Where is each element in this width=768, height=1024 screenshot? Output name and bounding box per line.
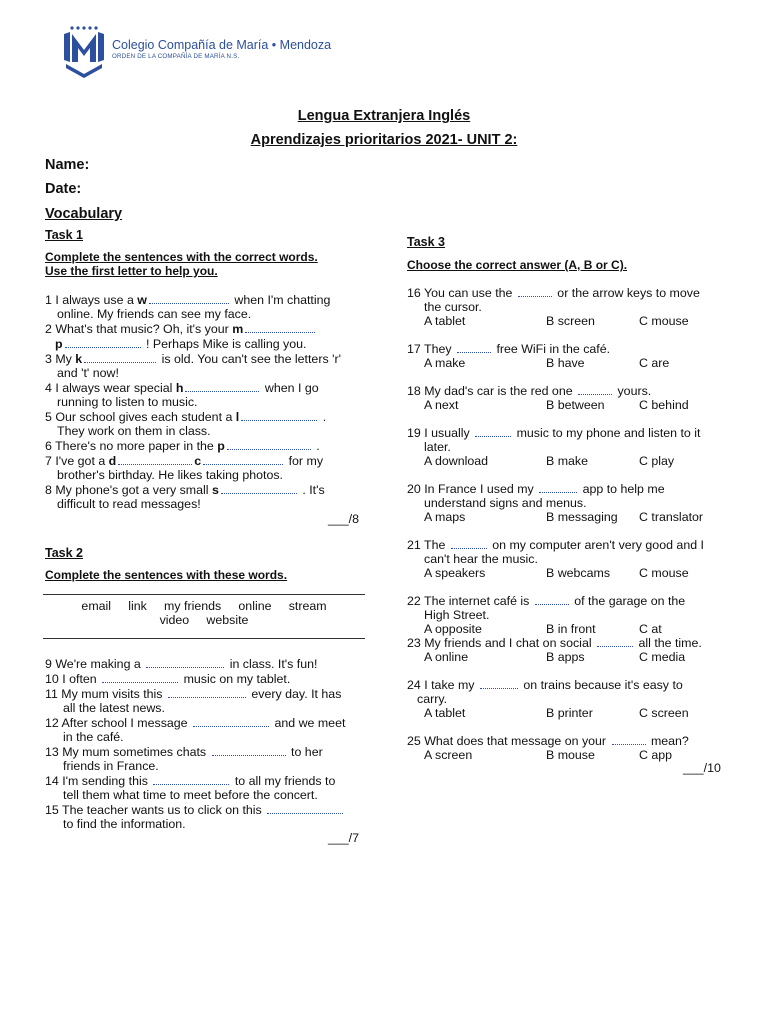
option-b[interactable]: B screen <box>546 314 595 328</box>
option-a[interactable]: A download <box>424 454 489 468</box>
answer-blank[interactable] <box>203 453 283 465</box>
answer-blank[interactable] <box>241 409 317 421</box>
task3-heading: Task 3 <box>407 235 445 249</box>
option-b[interactable]: B webcams <box>546 566 611 580</box>
school-order: ORDEN DE LA COMPAÑÍA DE MARÍA N.S. <box>112 53 240 60</box>
answer-blank[interactable] <box>518 285 552 297</box>
answer-blank[interactable] <box>153 773 229 785</box>
task2-line: 10 I often music on my tablet. <box>45 672 291 686</box>
task1-line: and 't' now! <box>57 366 119 380</box>
option-b[interactable]: B printer <box>546 706 593 720</box>
option-a[interactable]: A maps <box>424 510 466 524</box>
question-text: 19 I usually music to my phone and listen to it <box>407 426 701 440</box>
answer-options <box>407 566 737 580</box>
answer-blank[interactable] <box>267 802 343 814</box>
option-a[interactable]: A tablet <box>424 314 466 328</box>
task1-heading: Task 1 <box>45 228 83 242</box>
question-text: 22 The internet café is of the garage on the <box>407 594 686 608</box>
answer-blank[interactable] <box>193 715 269 727</box>
option-c[interactable]: C play <box>639 454 675 468</box>
task2-line: to find the information. <box>63 817 186 831</box>
option-a[interactable]: A screen <box>424 748 473 762</box>
task2-line: tell them what time to meet before the concert. <box>63 788 318 802</box>
answer-options <box>407 398 737 412</box>
task1-instruction-a: Complete <box>45 250 100 264</box>
word-bank <box>43 594 365 639</box>
task2-line: friends in France. <box>63 759 159 773</box>
task1-line: 3 My k is old. You can't see the letters 'r' <box>45 352 341 366</box>
option-c[interactable]: C mouse <box>639 314 689 328</box>
question-text-cont: carry. <box>417 692 448 706</box>
answer-blank[interactable] <box>185 380 259 392</box>
question-text: 23 My friends and I chat on social all the time. <box>407 636 702 650</box>
name-label: Name: <box>45 157 90 173</box>
option-a[interactable]: A opposite <box>424 622 482 636</box>
question-16 <box>407 285 737 328</box>
answer-blank[interactable] <box>535 593 569 605</box>
question-21 <box>407 537 737 580</box>
answer-blank[interactable] <box>457 341 491 353</box>
task2-score: ___/7 <box>328 831 360 845</box>
option-b[interactable]: B between <box>546 398 605 412</box>
task2-line: in the café. <box>63 730 124 744</box>
task1-line: 5 Our school gives each student a l . <box>45 410 327 424</box>
option-c[interactable]: C translator <box>639 510 704 524</box>
document-title: Lengua Extranjera Inglés <box>297 108 471 124</box>
option-b[interactable]: B mouse <box>546 748 595 762</box>
task2-instruction: Complete the sentences with these words. <box>45 568 288 582</box>
question-24 <box>407 677 737 720</box>
answer-options <box>407 748 737 762</box>
option-b[interactable]: B have <box>546 356 585 370</box>
answer-options <box>407 510 737 524</box>
answer-blank[interactable] <box>597 635 633 647</box>
answer-blank[interactable] <box>578 383 612 395</box>
word-bank-row2: video website <box>159 613 249 627</box>
task1-line: 7 I've got a d c for my <box>45 454 324 468</box>
question-text-cont: the cursor. <box>424 300 482 314</box>
task1-sentences <box>45 292 341 511</box>
question-20 <box>407 481 737 524</box>
option-a[interactable]: A online <box>424 650 469 664</box>
answer-options <box>407 650 737 664</box>
answer-blank[interactable] <box>118 453 192 465</box>
question-17 <box>407 341 737 370</box>
option-c[interactable]: C screen <box>639 706 689 720</box>
word-bank-row1: email link my friends online stream <box>81 599 327 613</box>
question-18 <box>407 383 737 412</box>
question-23 <box>407 635 737 664</box>
question-text-cont: understand signs and menus. <box>424 496 587 510</box>
answer-blank[interactable] <box>84 351 156 363</box>
question-text: 16 You can use the or the arrow keys to move <box>407 286 700 300</box>
answer-blank[interactable] <box>480 677 518 689</box>
answer-blank[interactable] <box>212 744 286 756</box>
option-b[interactable]: B messaging <box>546 510 618 524</box>
option-b[interactable]: B in front <box>546 622 596 636</box>
question-text: 24 I take my on trains because it's easy to <box>407 678 683 692</box>
answer-options <box>407 356 737 370</box>
task1-line: brother's birthday. He likes taking photos. <box>57 468 283 482</box>
document-subtitle: Aprendizajes prioritarios 2021- UNIT 2: <box>250 132 518 148</box>
task1-score: ___/8 <box>328 512 360 526</box>
answer-options <box>407 706 737 720</box>
option-c[interactable]: C app <box>639 748 673 762</box>
question-25 <box>407 733 737 762</box>
answer-blank[interactable] <box>168 686 246 698</box>
task2-line: 15 The teacher wants us to click on this <box>45 802 345 817</box>
option-b[interactable]: B apps <box>546 650 585 664</box>
option-c[interactable]: C media <box>639 650 686 664</box>
question-text-cont: later. <box>424 440 451 454</box>
option-a[interactable]: A next <box>424 398 459 412</box>
option-c[interactable]: C mouse <box>639 566 689 580</box>
task2-heading: Task 2 <box>45 546 83 560</box>
answer-blank[interactable] <box>146 656 224 668</box>
option-a[interactable]: A tablet <box>424 706 466 720</box>
option-a[interactable]: A speakers <box>424 566 486 580</box>
answer-blank[interactable] <box>227 438 311 450</box>
task1-instruction-c: Use the first letter to help you. <box>45 264 218 278</box>
option-c[interactable]: C at <box>639 622 662 636</box>
task2-sentences <box>45 656 345 831</box>
task1-instruction <box>45 250 318 278</box>
task1-line: running to listen to music. <box>57 395 198 409</box>
school-name: Colegio Compañía de María • Mendoza <box>112 38 332 52</box>
task1-line: 2 What's that music? Oh, it's your m <box>45 321 341 336</box>
task2-line: all the latest news. <box>63 701 165 715</box>
answer-blank[interactable] <box>65 336 141 348</box>
option-c[interactable]: C are <box>639 356 670 370</box>
task1-line: 4 I always wear special h when I go <box>45 381 319 395</box>
question-text: 17 They free WiFi in the café. <box>407 342 611 356</box>
task1-line: They work on them in class. <box>57 424 211 438</box>
answer-blank[interactable] <box>149 292 229 304</box>
question-text-cont: can't hear the music. <box>424 552 538 566</box>
question-text-cont: High Street. <box>424 608 490 622</box>
answer-blank[interactable] <box>612 733 646 745</box>
task1-line: 1 I always use a w when I'm chatting <box>45 293 331 307</box>
answer-blank[interactable] <box>245 321 315 333</box>
task1-instruction-b: the sentences with the correct words. <box>99 250 318 264</box>
question-text: 25 What does that message on your mean? <box>407 734 689 748</box>
option-b[interactable]: B make <box>546 454 589 468</box>
answer-blank[interactable] <box>451 537 487 549</box>
task2-line: 12 After school I message and we meet <box>45 716 346 730</box>
question-text: 20 In France I used my app to help me <box>407 482 665 496</box>
task2-line: 9 We're making a in class. It's fun! <box>45 657 318 671</box>
question-22 <box>407 593 737 636</box>
school-crest-icon <box>60 24 108 80</box>
task2-line: 14 I'm sending this to all my friends to <box>45 774 336 788</box>
question-text: 21 The on my computer aren't very good and I <box>407 538 704 552</box>
school-logo <box>60 24 332 80</box>
option-a[interactable]: A make <box>424 356 466 370</box>
task1-line: 8 My phone's got a very small s . It's <box>45 483 325 497</box>
answer-blank[interactable] <box>102 671 178 683</box>
question-text: 18 My dad's car is the red one yours. <box>407 384 652 398</box>
task1-line: p ! Perhaps Mike is calling you. <box>55 337 307 351</box>
question-19 <box>407 425 737 468</box>
answer-options <box>407 314 737 328</box>
answer-blank[interactable] <box>221 482 297 494</box>
task2-line: 11 My mum visits this every day. It has <box>45 687 342 701</box>
answer-options <box>407 622 737 636</box>
task2-line: 13 My mum sometimes chats to her <box>45 745 323 759</box>
task1-line: difficult to read messages! <box>57 497 201 511</box>
answer-blank[interactable] <box>539 481 577 493</box>
task1-line: online. My friends can see my face. <box>57 307 252 321</box>
option-c[interactable]: C behind <box>639 398 689 412</box>
answer-options <box>407 454 737 468</box>
task3-instruction: Choose the correct answer (A, B or C). <box>407 258 628 272</box>
task1-line: 6 There's no more paper in the p . <box>45 439 320 453</box>
answer-blank[interactable] <box>475 425 511 437</box>
date-label: Date: <box>45 181 82 197</box>
section-heading: Vocabulary <box>45 206 123 222</box>
task3-score: ___/10 <box>683 761 721 775</box>
